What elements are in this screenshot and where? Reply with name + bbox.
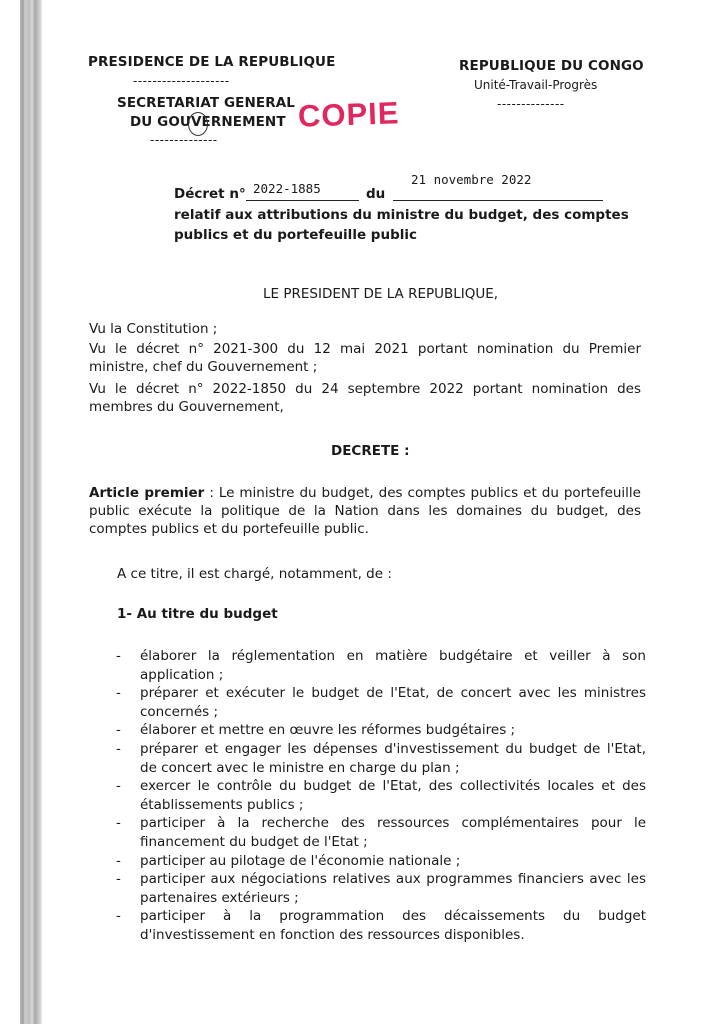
bullet-dash-icon: - xyxy=(116,778,121,795)
bullet-dash-icon: - xyxy=(116,740,121,757)
header-left-divider: -------------------- xyxy=(133,74,230,88)
copy-stamp: COPIE xyxy=(297,95,401,134)
visa-decree-pm: Vu le décret n° 2021-300 du 12 mai 2021 portant nomination du Premier ministre, chef du Gouvernement ; xyxy=(89,341,641,375)
bullet-dash-icon: - xyxy=(116,852,121,869)
government-title: DU GOUVERNEMENT xyxy=(130,114,286,130)
decree-number-line xyxy=(246,200,359,201)
decree-date: 21 novembre 2022 xyxy=(411,172,532,187)
list-item: - élaborer et mettre en œuvre les réformes budgétaires ; xyxy=(116,722,516,739)
list-item: - participer à la recherche des ressources complémentaires pour le financement du budget de l'Etat ; xyxy=(116,815,646,850)
list-item: - participer aux négociations relatives aux programmes financiers avec les partenaires extérieurs ; xyxy=(116,871,646,906)
decree-subject-line1: relatif aux attributions du ministre du budget, des comptes xyxy=(174,207,629,223)
header-left-divider-2: -------------- xyxy=(150,133,218,147)
president-heading: LE PRESIDENT DE LA REPUBLIQUE, xyxy=(263,286,499,302)
list-item: - préparer et exécuter le budget de l'Etat, de concert avec les ministres concernés ; xyxy=(116,685,646,720)
scan-binding-edge xyxy=(20,0,42,1024)
list-item: - participer à la programmation des décaissements du budget d'investissement en fonction des ressources disponibles. xyxy=(116,908,646,943)
decree-du: du xyxy=(366,186,386,202)
bullet-dash-icon: - xyxy=(116,648,121,664)
article-text: : Le ministre du budget, des comptes publics et du portefeuille public exécute la politique de la Nation dans les domaines du budget, des comptes publics et du portefeuille public. xyxy=(89,485,641,537)
bullet-dash-icon: - xyxy=(116,815,121,832)
bullet-dash-icon: - xyxy=(116,871,121,888)
header-right-divider: -------------- xyxy=(497,97,565,111)
decree-date-line xyxy=(393,200,603,201)
handwritten-mark-icon xyxy=(188,112,208,136)
visa-constitution: Vu la Constitution ; xyxy=(89,321,218,337)
bullet-dash-icon: - xyxy=(116,908,121,925)
budget-duties-list xyxy=(116,647,646,945)
list-item: - élaborer la réglementation en matière budgétaire et veiller à son application ; xyxy=(116,648,646,683)
decree-prefix: Décret n° xyxy=(174,186,246,202)
decree-number: 2022-1885 xyxy=(253,181,321,196)
list-item: - participer au pilotage de l'économie nationale ; xyxy=(116,852,461,869)
bullet-dash-icon: - xyxy=(116,722,121,739)
visa-decree-government: Vu le décret n° 2022-1850 du 24 septembre 2022 portant nomination des membres du Gouvernement, xyxy=(89,381,641,415)
republic-title: REPUBLIQUE DU CONGO xyxy=(459,58,644,74)
section-budget-title: 1- Au titre du budget xyxy=(117,606,278,622)
intro-text: A ce titre, il est chargé, notamment, de : xyxy=(117,566,392,582)
presidency-title: PRESIDENCE DE LA REPUBLIQUE xyxy=(88,54,336,70)
national-motto: Unité-Travail-Progrès xyxy=(474,78,598,92)
article-label: Article premier xyxy=(89,485,205,501)
list-item: - exercer le contrôle du budget de l'Etat, des collectivités locales et des établissements publics ; xyxy=(116,778,646,813)
secretariat-title: SECRETARIAT GENERAL xyxy=(117,95,295,111)
decrete-heading: DECRETE : xyxy=(331,443,410,459)
decree-subject-line2: publics et du portefeuille public xyxy=(174,227,417,243)
list-item: - préparer et engager les dépenses d'investissement du budget de l'Etat, de concert avec le ministre en charge du plan ; xyxy=(116,740,646,776)
article-premier xyxy=(89,484,641,538)
bullet-dash-icon: - xyxy=(116,685,121,702)
